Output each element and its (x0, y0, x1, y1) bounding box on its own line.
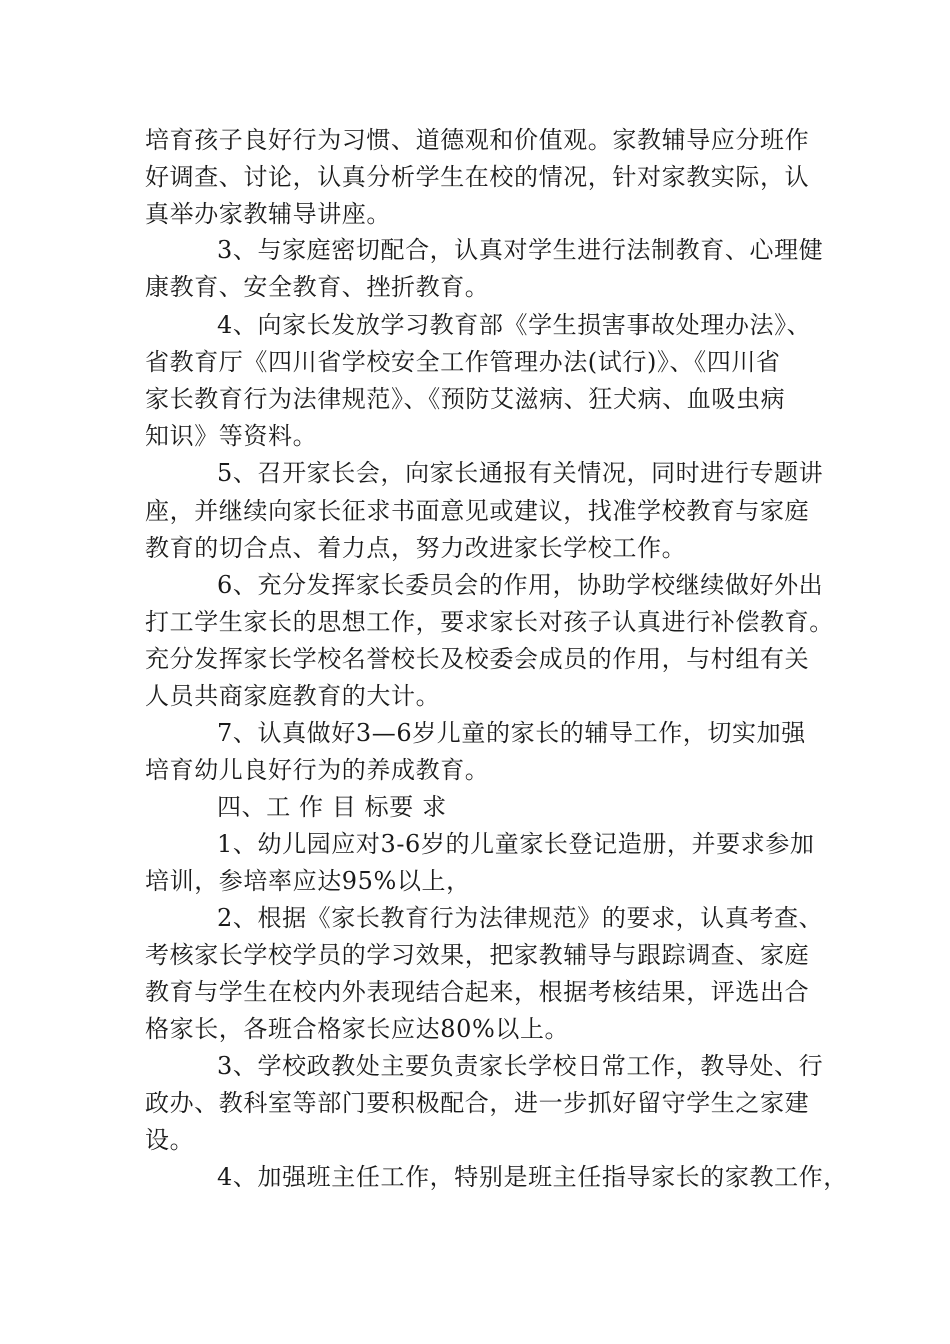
text-line-27: 政办、教科室等部门要积极配合，进一步抓好留守学生之家建 (145, 1089, 810, 1117)
requirement-3-start: 3、学校政教处主要负责家长学校日常工作，教导处、行 (217, 1052, 824, 1080)
text-line-7: 省教育厅《四川省学校安全工作管理办法(试行)》、《四川省 (145, 348, 781, 376)
paragraph-6-start: 6、充分发挥家长委员会的作用，协助学校继续做好外出 (217, 571, 824, 599)
text-line-16: 人员共商家庭教育的大计。 (145, 682, 441, 710)
text-line-2: 好调查、讨论，认真分析学生在校的情况，针对家教实际，认 (145, 163, 810, 191)
requirement-1-start: 1、幼儿园应对3-6岁的儿童家长登记造册，并要求参加 (217, 830, 815, 858)
paragraph-3-start: 3、与家庭密切配合，认真对学生进行法制教育、心理健 (217, 236, 824, 264)
requirement-2-start: 2、根据《家长教育行为法律规范》的要求，认真考查、 (217, 904, 824, 932)
text-line-3: 真举办家教辅导讲座。 (145, 200, 391, 228)
paragraph-7-start: 7、认真做好3—6岁儿童的家长的辅导工作，切实加强 (217, 719, 806, 747)
paragraph-5-start: 5、召开家长会，向家长通报有关情况，同时进行专题讲 (217, 459, 824, 487)
text-line-14: 打工学生家长的思想工作，要求家长对孩子认真进行补偿教育。 (145, 608, 834, 636)
text-line-5: 康教育、安全教育、挫折教育。 (145, 273, 490, 301)
text-line-21: 培训，参培率应达95%以上， (145, 867, 471, 895)
text-line-15: 充分发挥家长学校名誉校长及校委会成员的作用，与村组有关 (145, 645, 810, 673)
text-line-23: 考核家长学校学员的学习效果，把家教辅导与跟踪调查、家庭 (145, 941, 810, 969)
requirement-4-start: 4、加强班主任工作，特别是班主任指导家长的家教工作， (217, 1163, 848, 1191)
text-line-1: 培育孩子良好行为习惯、道德观和价值观。家教辅导应分班作 (145, 126, 810, 154)
text-line-25: 格家长，各班合格家长应达80%以上。 (145, 1015, 570, 1043)
text-line-9: 知识》等资料。 (145, 422, 318, 450)
section-heading: 四、工 作 目 标要 求 (217, 793, 447, 821)
text-line-11: 座，并继续向家长征求书面意见或建议，找准学校教育与家庭 (145, 497, 810, 525)
text-line-24: 教育与学生在校内外表现结合起来，根据考核结果，评选出合 (145, 978, 810, 1006)
text-line-18: 培育幼儿良好行为的养成教育。 (145, 756, 490, 784)
text-line-8: 家长教育行为法律规范》、《预防艾滋病、狂犬病、血吸虫病 (145, 385, 786, 413)
text-line-12: 教育的切合点、着力点，努力改进家长学校工作。 (145, 534, 687, 562)
text-line-28: 设。 (145, 1126, 195, 1154)
paragraph-4-start: 4、向家长发放学习教育部《学生损害事故处理办法》、 (217, 311, 812, 339)
